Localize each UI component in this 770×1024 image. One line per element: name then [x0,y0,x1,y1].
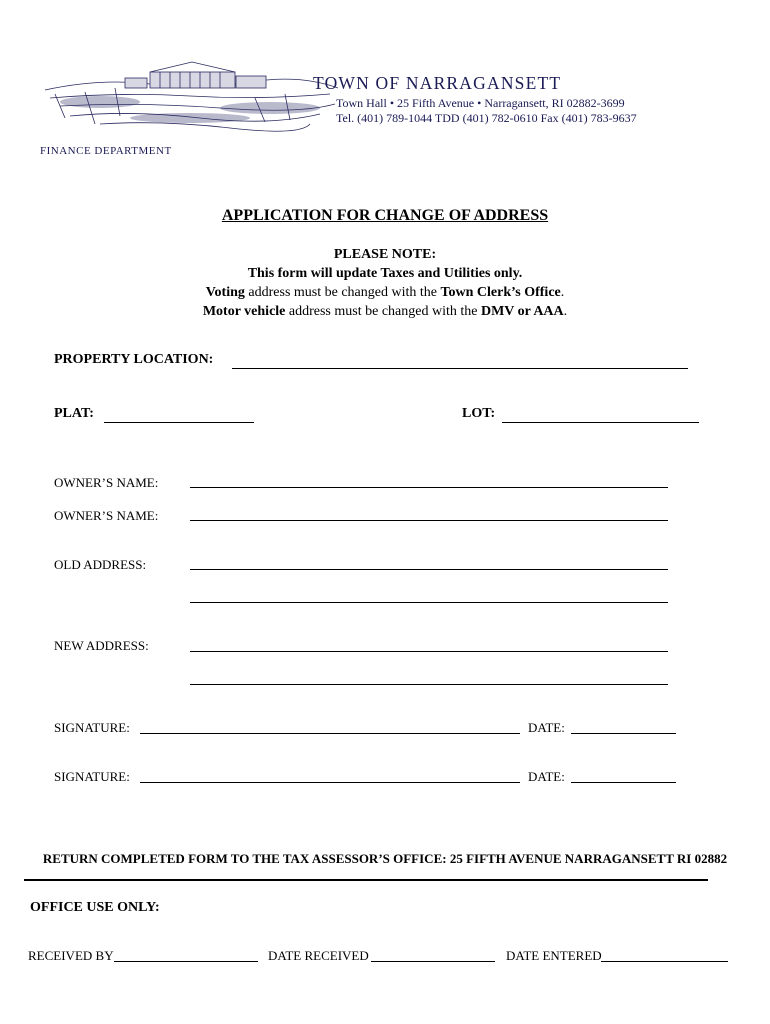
town-phone: Tel. (401) 789-1044 TDD (401) 782-0610 Fax (401) 783-9637 [336,111,637,125]
department-label: FINANCE DEPARTMENT [40,145,172,157]
date-field-1[interactable] [571,733,676,734]
town-hall-logo [40,58,340,138]
property-location-label: PROPERTY LOCATION: [54,352,214,367]
note-line-2: Voting address must be changed with the Town Clerk’s Office. [205,285,565,300]
lot-field[interactable] [502,422,699,423]
office-use-label: OFFICE USE ONLY: [30,900,160,915]
date-label-2: DATE: [528,769,565,784]
note-block [0,245,770,321]
lot-label: LOT: [462,406,496,421]
signature-label-2: SIGNATURE: [54,769,130,784]
owner-name-label-1: OWNER’S NAME: [54,475,159,490]
property-location-field[interactable] [232,368,688,369]
signature-label-1: SIGNATURE: [54,720,130,735]
signature-field-1[interactable] [140,733,520,734]
date-received-field[interactable] [371,961,495,962]
received-by-label: RECEIVED BY [28,948,114,963]
note-heading: PLEASE NOTE: [333,247,437,262]
form-title: APPLICATION FOR CHANGE OF ADDRESS [221,207,549,224]
old-address-field-2[interactable] [190,602,668,603]
owner-name-field-2[interactable] [190,520,668,521]
return-instructions: RETURN COMPLETED FORM TO THE TAX ASSESSOR’S OFFICE: 25 FIFTH AVENUE NARRAGANSETT RI 02882 [42,851,728,866]
date-entered-label: DATE ENTERED [506,948,602,963]
received-by-field[interactable] [114,961,258,962]
town-name: TOWN OF NARRAGANSETT [313,73,562,93]
new-address-field-2[interactable] [190,684,668,685]
owner-name-field-1[interactable] [190,487,668,488]
footer-divider [24,879,708,881]
note-line-3: Motor vehicle address must be changed with the DMV or AAA. [202,304,568,319]
old-address-label: OLD ADDRESS: [54,557,147,572]
plat-label: PLAT: [54,406,94,421]
new-address-label: NEW ADDRESS: [54,638,149,653]
date-received-label: DATE RECEIVED [268,948,369,963]
date-entered-field[interactable] [601,961,728,962]
town-address: Town Hall • 25 Fifth Avenue • Narragansett, RI 02882-3699 [336,96,625,110]
owner-name-label-2: OWNER’S NAME: [54,508,159,523]
old-address-field-1[interactable] [190,569,668,570]
note-line-1: This form will update Taxes and Utilities only. [247,266,523,281]
signature-field-2[interactable] [140,782,520,783]
date-field-2[interactable] [571,782,676,783]
plat-field[interactable] [104,422,254,423]
date-label-1: DATE: [528,720,565,735]
new-address-field-1[interactable] [190,651,668,652]
